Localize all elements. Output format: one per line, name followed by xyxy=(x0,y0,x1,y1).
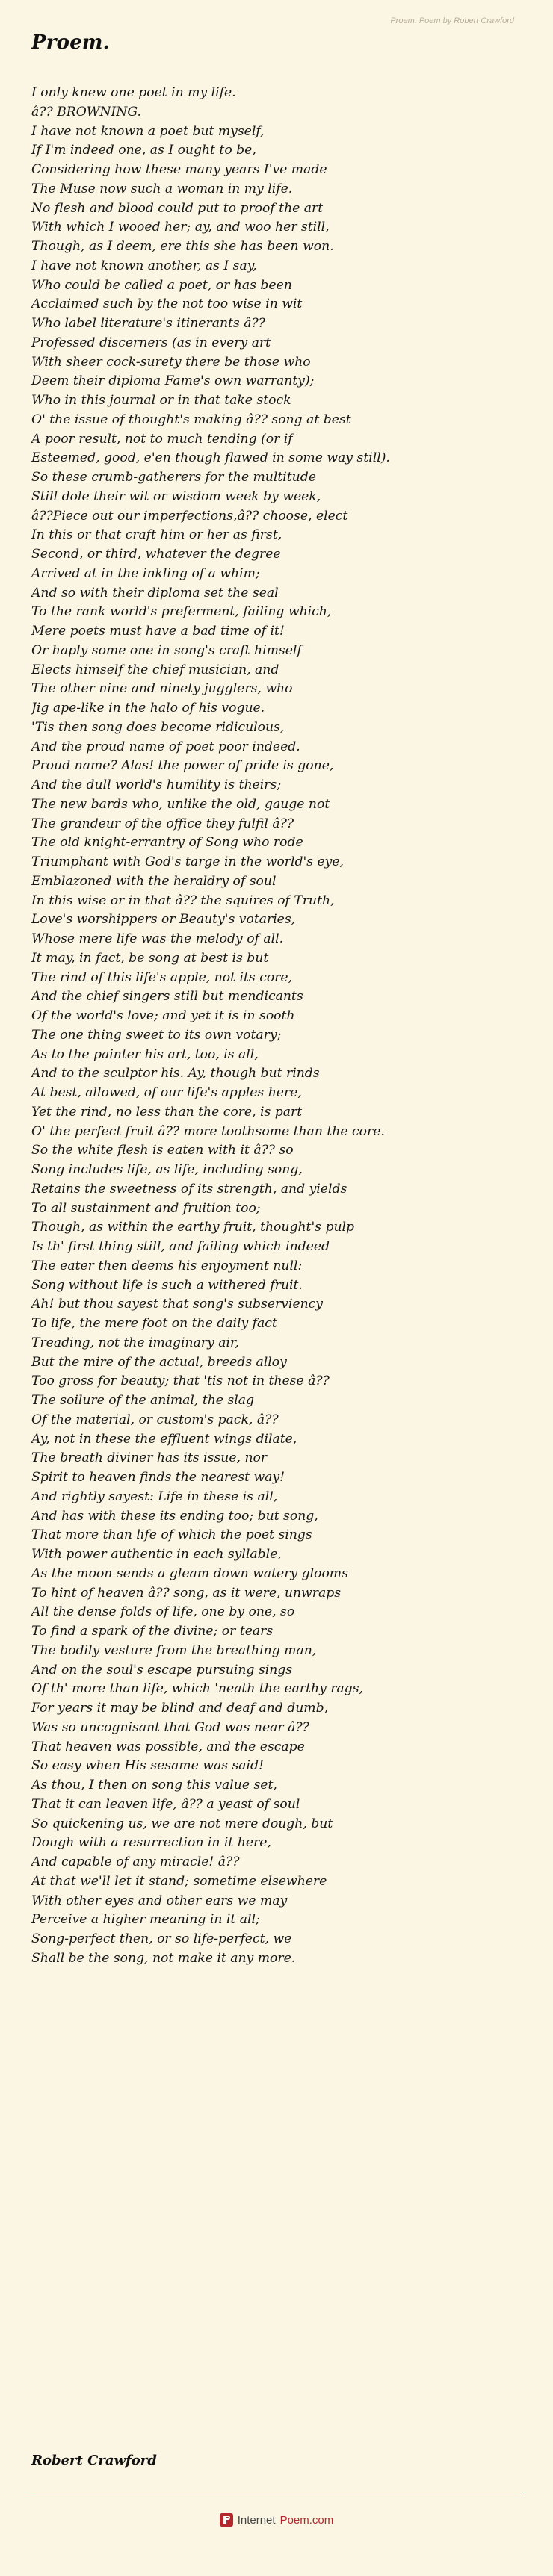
poem-line: The other nine and ninety jugglers, who xyxy=(31,681,293,697)
poem-line: Mere poets must have a bad time of it! xyxy=(31,624,285,639)
poem-line: 'Tis then song does become ridiculous, xyxy=(31,719,285,735)
poem-line: So quickening us, we are not mere dough, but xyxy=(31,1816,333,1831)
poem-line: The bodily vesture from the breathing man, xyxy=(31,1642,317,1658)
poem-line: Jig ape-like in the halo of his vogue. xyxy=(31,701,265,716)
poem-line: Perceive a higher meaning in it all; xyxy=(31,1912,260,1928)
poem-line: The Muse now such a woman in my life. xyxy=(31,181,293,196)
poem-line: To find a spark of the divine; or tears xyxy=(31,1624,274,1639)
site-brand[interactable] xyxy=(0,2513,553,2530)
poem-line: I have not known another, as I say, xyxy=(31,258,257,273)
poem-line: The rind of this life's apple, not its core, xyxy=(31,969,293,985)
poem-line: The one thing sweet to its own votary; xyxy=(31,1027,282,1043)
poem-line: As thou, I then on song this value set, xyxy=(31,1778,277,1793)
poem-line: The breath diviner has its issue, nor xyxy=(31,1450,268,1466)
poem-line: And has with these its ending too; but song, xyxy=(31,1508,318,1524)
poem-body xyxy=(31,84,510,1969)
poem-line: That more than life of which the poet sings xyxy=(31,1527,312,1543)
poem-line: O' the perfect fruit â?? more toothsome than the core. xyxy=(31,1123,385,1139)
poem-line: Is th' first thing still, and failing which indeed xyxy=(31,1239,330,1254)
poem-line: Though, as I deem, ere this she has been won. xyxy=(31,239,334,254)
poem-line: It may, in fact, be song at best is but xyxy=(31,950,269,966)
poem-author[interactable]: Robert Crawford xyxy=(31,2453,157,2468)
poem-line: And the chief singers still but mendicants xyxy=(31,989,303,1005)
poem-line: Proud name? Alas! the power of pride is gone, xyxy=(31,758,334,774)
poem-line: At that we'll let it stand; sometime elsewhere xyxy=(31,1873,327,1889)
poem-line: Considering how these many years I've made xyxy=(31,162,327,177)
poem-line: With other eyes and other ears we may xyxy=(31,1893,288,1908)
poem-title: Proem. xyxy=(31,31,110,54)
poem-line: Ah! but thou sayest that song's subserviency xyxy=(31,1297,324,1312)
page-caption: Proem. Poem by Robert Crawford xyxy=(390,16,514,25)
poem-line: Was so uncognisant that God was near â?? xyxy=(31,1719,309,1735)
poem-line: I only knew one poet in my life. xyxy=(31,85,236,100)
poem-line: Esteemed, good, e'en though flawed in some way still). xyxy=(31,450,390,466)
poem-line: In this or that craft him or her as first, xyxy=(31,527,282,543)
poem-line: To all sustainment and fruition too; xyxy=(31,1200,261,1216)
poem-line: So these crumb-gatherers for the multitude xyxy=(31,470,316,485)
poem-line: Shall be the song, not make it any more. xyxy=(31,1950,296,1966)
poem-line: Elects himself the chief musician, and xyxy=(31,662,279,677)
poem-line: Whose mere life was the melody of all. xyxy=(31,931,284,946)
poem-line: And capable of any miracle! â?? xyxy=(31,1855,240,1869)
poem-line: With power authentic in each syllable, xyxy=(31,1547,282,1562)
poem-line: The eater then deems his enjoyment null: xyxy=(31,1258,303,1273)
poem-line: And on the soul's escape pursuing sings xyxy=(31,1662,293,1677)
poem-line: And rightly sayest: Life in these is all, xyxy=(31,1489,278,1504)
poem-line: Ay, not in these the effluent wings dilate, xyxy=(31,1431,297,1447)
poem-line: For years it may be blind and deaf and dumb, xyxy=(31,1701,329,1716)
poem-line: But the mire of the actual, breeds alloy xyxy=(31,1354,287,1370)
poem-line: Treading, not the imaginary air, xyxy=(31,1335,239,1350)
brand-suffix: Poem.com xyxy=(279,2513,334,2527)
internetpoem-logo-icon xyxy=(220,2513,233,2527)
poem-line: â?? BROWNING. xyxy=(31,104,141,120)
brand-prefix: Internet xyxy=(237,2513,276,2527)
poem-line: The old knight-errantry of Song who rode xyxy=(31,835,303,851)
poem-line: The soilure of the animal, the slag xyxy=(31,1393,254,1408)
poem-line: To the rank world's preferment, failing which, xyxy=(31,604,332,620)
poem-line: Who in this journal or in that take stock xyxy=(31,393,291,408)
poem-line: Dough with a resurrection in it here, xyxy=(31,1835,271,1851)
poem-line: And the proud name of poet poor indeed. xyxy=(31,739,300,754)
poem-line: As the moon sends a gleam down watery glooms xyxy=(31,1565,348,1581)
poem-line: Of th' more than life, which 'neath the earthy rags, xyxy=(31,1681,364,1697)
poem-line: With which I wooed her; ay, and woo her still, xyxy=(31,220,330,235)
poem-line: Song without life is such a withered fruit. xyxy=(31,1277,303,1293)
poem-line: Triumphant with God's targe in the world's eye, xyxy=(31,854,344,869)
poem-line: I have not known a poet but myself, xyxy=(31,123,265,139)
poem-line: No flesh and blood could put to proof the art xyxy=(31,200,324,216)
poem-line: Acclaimed such by the not too wise in wit xyxy=(31,297,303,312)
poem-line: So easy when His sesame was said! xyxy=(31,1758,264,1774)
poem-line: Though, as within the earthy fruit, thought's pulp xyxy=(31,1220,355,1235)
poem-line: If I'm indeed one, as I ought to be, xyxy=(31,143,256,158)
poem-line: Song-perfect then, or so life-perfect, we xyxy=(31,1931,292,1946)
poem-line: Yet the rind, no less than the core, is part xyxy=(31,1104,303,1120)
poem-line: And the dull world's humility is theirs; xyxy=(31,778,282,792)
poem-line: Who label literature's itinerants â?? xyxy=(31,316,265,331)
poem-line: That it can leaven life, â?? a yeast of soul xyxy=(31,1796,300,1812)
poem-line: And to the sculptor his. Ay, though but rinds xyxy=(31,1066,320,1081)
poem-line: Or haply some one in song's craft himself xyxy=(31,642,302,658)
poem-line: Arrived at in the inkling of a whim; xyxy=(31,565,260,581)
poem-line: Of the world's love; and yet it is in sooth xyxy=(31,1008,295,1023)
poem-line: To hint of heaven â?? song, as it were, unwraps xyxy=(31,1585,342,1601)
poem-line: â??Piece out our imperfections,â?? choose, elect xyxy=(31,508,348,524)
poem-line: The new bards who, unlike the old, gauge not xyxy=(31,796,330,812)
poem-line: All the dense folds of life, one by one, so xyxy=(31,1604,295,1620)
poem-line: Deem their diploma Fame's own warranty); xyxy=(31,373,315,389)
poem-line: Love's worshippers or Beauty's votaries, xyxy=(31,912,296,928)
poem-line: Too gross for beauty; that 'tis not in these â?? xyxy=(31,1374,330,1389)
poem-line: As to the painter his art, too, is all, xyxy=(31,1046,259,1062)
poem-line: In this wise or in that â?? the squires of Truth, xyxy=(31,893,335,908)
poem-line: Spirit to heaven finds the nearest way! xyxy=(31,1470,285,1485)
poem-line: Of the material, or custom's pack, â?? xyxy=(31,1412,279,1427)
poem-line: Still dole their wit or wisdom week by week, xyxy=(31,488,321,504)
poem-line: That heaven was possible, and the escape xyxy=(31,1739,305,1754)
poem-line: The grandeur of the office they fulfil â?? xyxy=(31,816,294,831)
poem-line: Retains the sweetness of its strength, and yields xyxy=(31,1181,347,1197)
poem-line: To life, the mere foot on the daily fact xyxy=(31,1316,277,1331)
poem-line: A poor result, not to much tending (or if xyxy=(31,431,293,447)
poem-line: Who could be called a poet, or has been xyxy=(31,277,292,293)
poem-line: With sheer cock-surety there be those who xyxy=(31,354,311,370)
poem-line: Song includes life, as life, including song, xyxy=(31,1162,303,1177)
poem-line: Professed discerners (as in every art xyxy=(31,335,271,350)
poem-line: At best, allowed, of our life's apples here, xyxy=(31,1085,302,1100)
poem-line: Second, or third, whatever the degree xyxy=(31,547,281,562)
poem-line: O' the issue of thought's making â?? song at best xyxy=(31,412,351,427)
poem-line: And so with their diploma set the seal xyxy=(31,585,279,600)
poem-line: Emblazoned with the heraldry of soul xyxy=(31,873,276,889)
poem-line: So the white flesh is eaten with it â?? so xyxy=(31,1143,294,1158)
